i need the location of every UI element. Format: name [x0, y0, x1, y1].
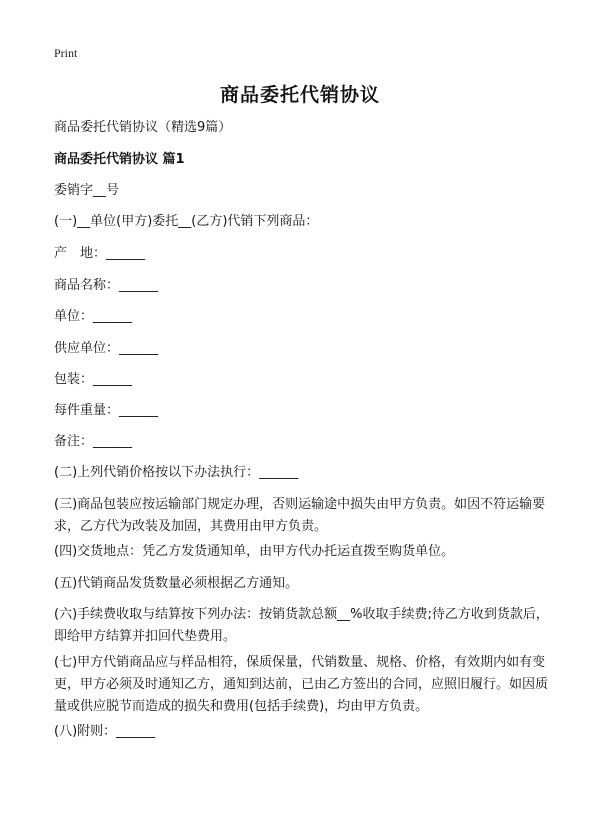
- clause-1: (一)__单位(甲方)委托__(乙方)代销下列商品：: [54, 214, 319, 229]
- document-title: 商品委托代销协议: [219, 84, 380, 106]
- consign-number: 委销字__号: [54, 183, 120, 198]
- field-supplier: 供应单位：______: [54, 341, 159, 356]
- field-origin: 产 地：______: [54, 246, 146, 261]
- field-unit: 单位：______: [54, 309, 133, 324]
- clause-7: (七)甲方代销商品应与样品相符，保质保量，代销数量、规格、价格，有效期内如有变更，甲方必须及时通知乙方，通知到达前，已由乙方签出的合同，应照旧履行。如因质量或供应脱节而造成的损失和费用(包括手续费)，均由甲方负责。: [54, 655, 549, 714]
- section-heading: 商品委托代销协议 篇1: [54, 152, 185, 167]
- clause-5: (五)代销商品发货数量必须根据乙方通知。: [54, 576, 299, 591]
- document-subtitle: 商品委托代销协议（精选9篇）: [54, 120, 232, 135]
- clause-8: (八)附则：______: [54, 724, 156, 739]
- clause-3: (三)商品包装应按运输部门规定办理，否则运输途中损失由甲方负责。如因不符运输要求，乙方代为改装及加固，其费用由甲方负责。: [54, 497, 546, 534]
- field-weight: 每件重量：______: [54, 403, 159, 418]
- field-product-name: 商品名称：______: [54, 278, 159, 293]
- clause-4: (四)交货地点：凭乙方发货通知单，由甲方代办托运直拨至购货单位。: [54, 544, 455, 559]
- clause-2: (二)上列代销价格按以下办法执行：______: [54, 465, 299, 480]
- field-packaging: 包装：______: [54, 372, 133, 387]
- field-remarks: 备注：______: [54, 434, 133, 449]
- print-link[interactable]: Print: [54, 46, 78, 60]
- clause-6: (六)手续费收取与结算按下列办法：按销货款总额__%收取手续费;待乙方收到货款后，即给甲方结算并扣回代垫费用。: [54, 607, 549, 644]
